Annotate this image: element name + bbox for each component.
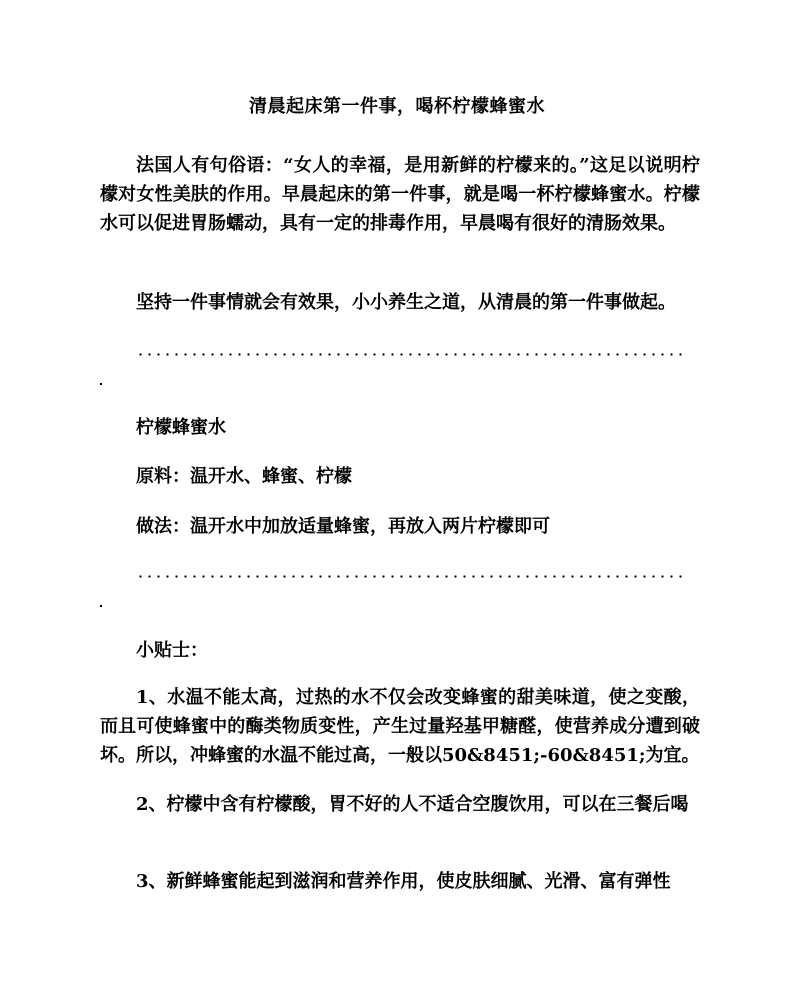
tip-1: 1、水温不能太高，过热的水不仅会改变蜂蜜的甜美味道，使之变酸，而且可使蜂蜜中的酶类物质变性，产生过量羟基甲糖醛，使营养成分遭到破坏。所以，冲蜂蜜的水温不能过高，一般以50&8451;-60&8451;为宜。: [100, 687, 700, 766]
tip-3: 3、新鲜蜂蜜能起到滋润和营养作用，使皮肤细腻、光滑、富有弹性: [136, 871, 671, 892]
dotted-separator-2: [136, 575, 686, 578]
tips-title: 小贴士：: [136, 640, 208, 661]
intro-paragraph: 法国人有句俗语：“女人的幸福，是用新鲜的柠檬来的。”这足以说明柠檬对女性美肤的作用。早晨起床的第一件事，就是喝一杯柠檬蜂蜜水。柠檬水可以促进胃肠蠕动，具有一定的排毒作用，早晨喝有很好的清肠效果。: [100, 155, 700, 234]
page-title: 清晨起床第一件事，喝杯柠檬蜂蜜水: [249, 96, 545, 117]
tip-2: 2、柠檬中含有柠檬酸，胃不好的人不适合空腹饮用，可以在三餐后喝: [136, 794, 689, 815]
recipe-ingredients: 原料：温开水、蜂蜜、柠檬: [136, 466, 352, 487]
recipe-title: 柠檬蜂蜜水: [136, 417, 226, 438]
dotted-separator-1: [136, 353, 686, 356]
recipe-method: 做法：温开水中加放适量蜂蜜，再放入两片柠檬即可: [136, 516, 550, 537]
persist-paragraph: 坚持一件事情就会有效果，小小养生之道，从清晨的第一件事做起。: [136, 292, 676, 313]
separator-dot-2: [100, 605, 102, 607]
separator-dot-1: [100, 383, 102, 385]
